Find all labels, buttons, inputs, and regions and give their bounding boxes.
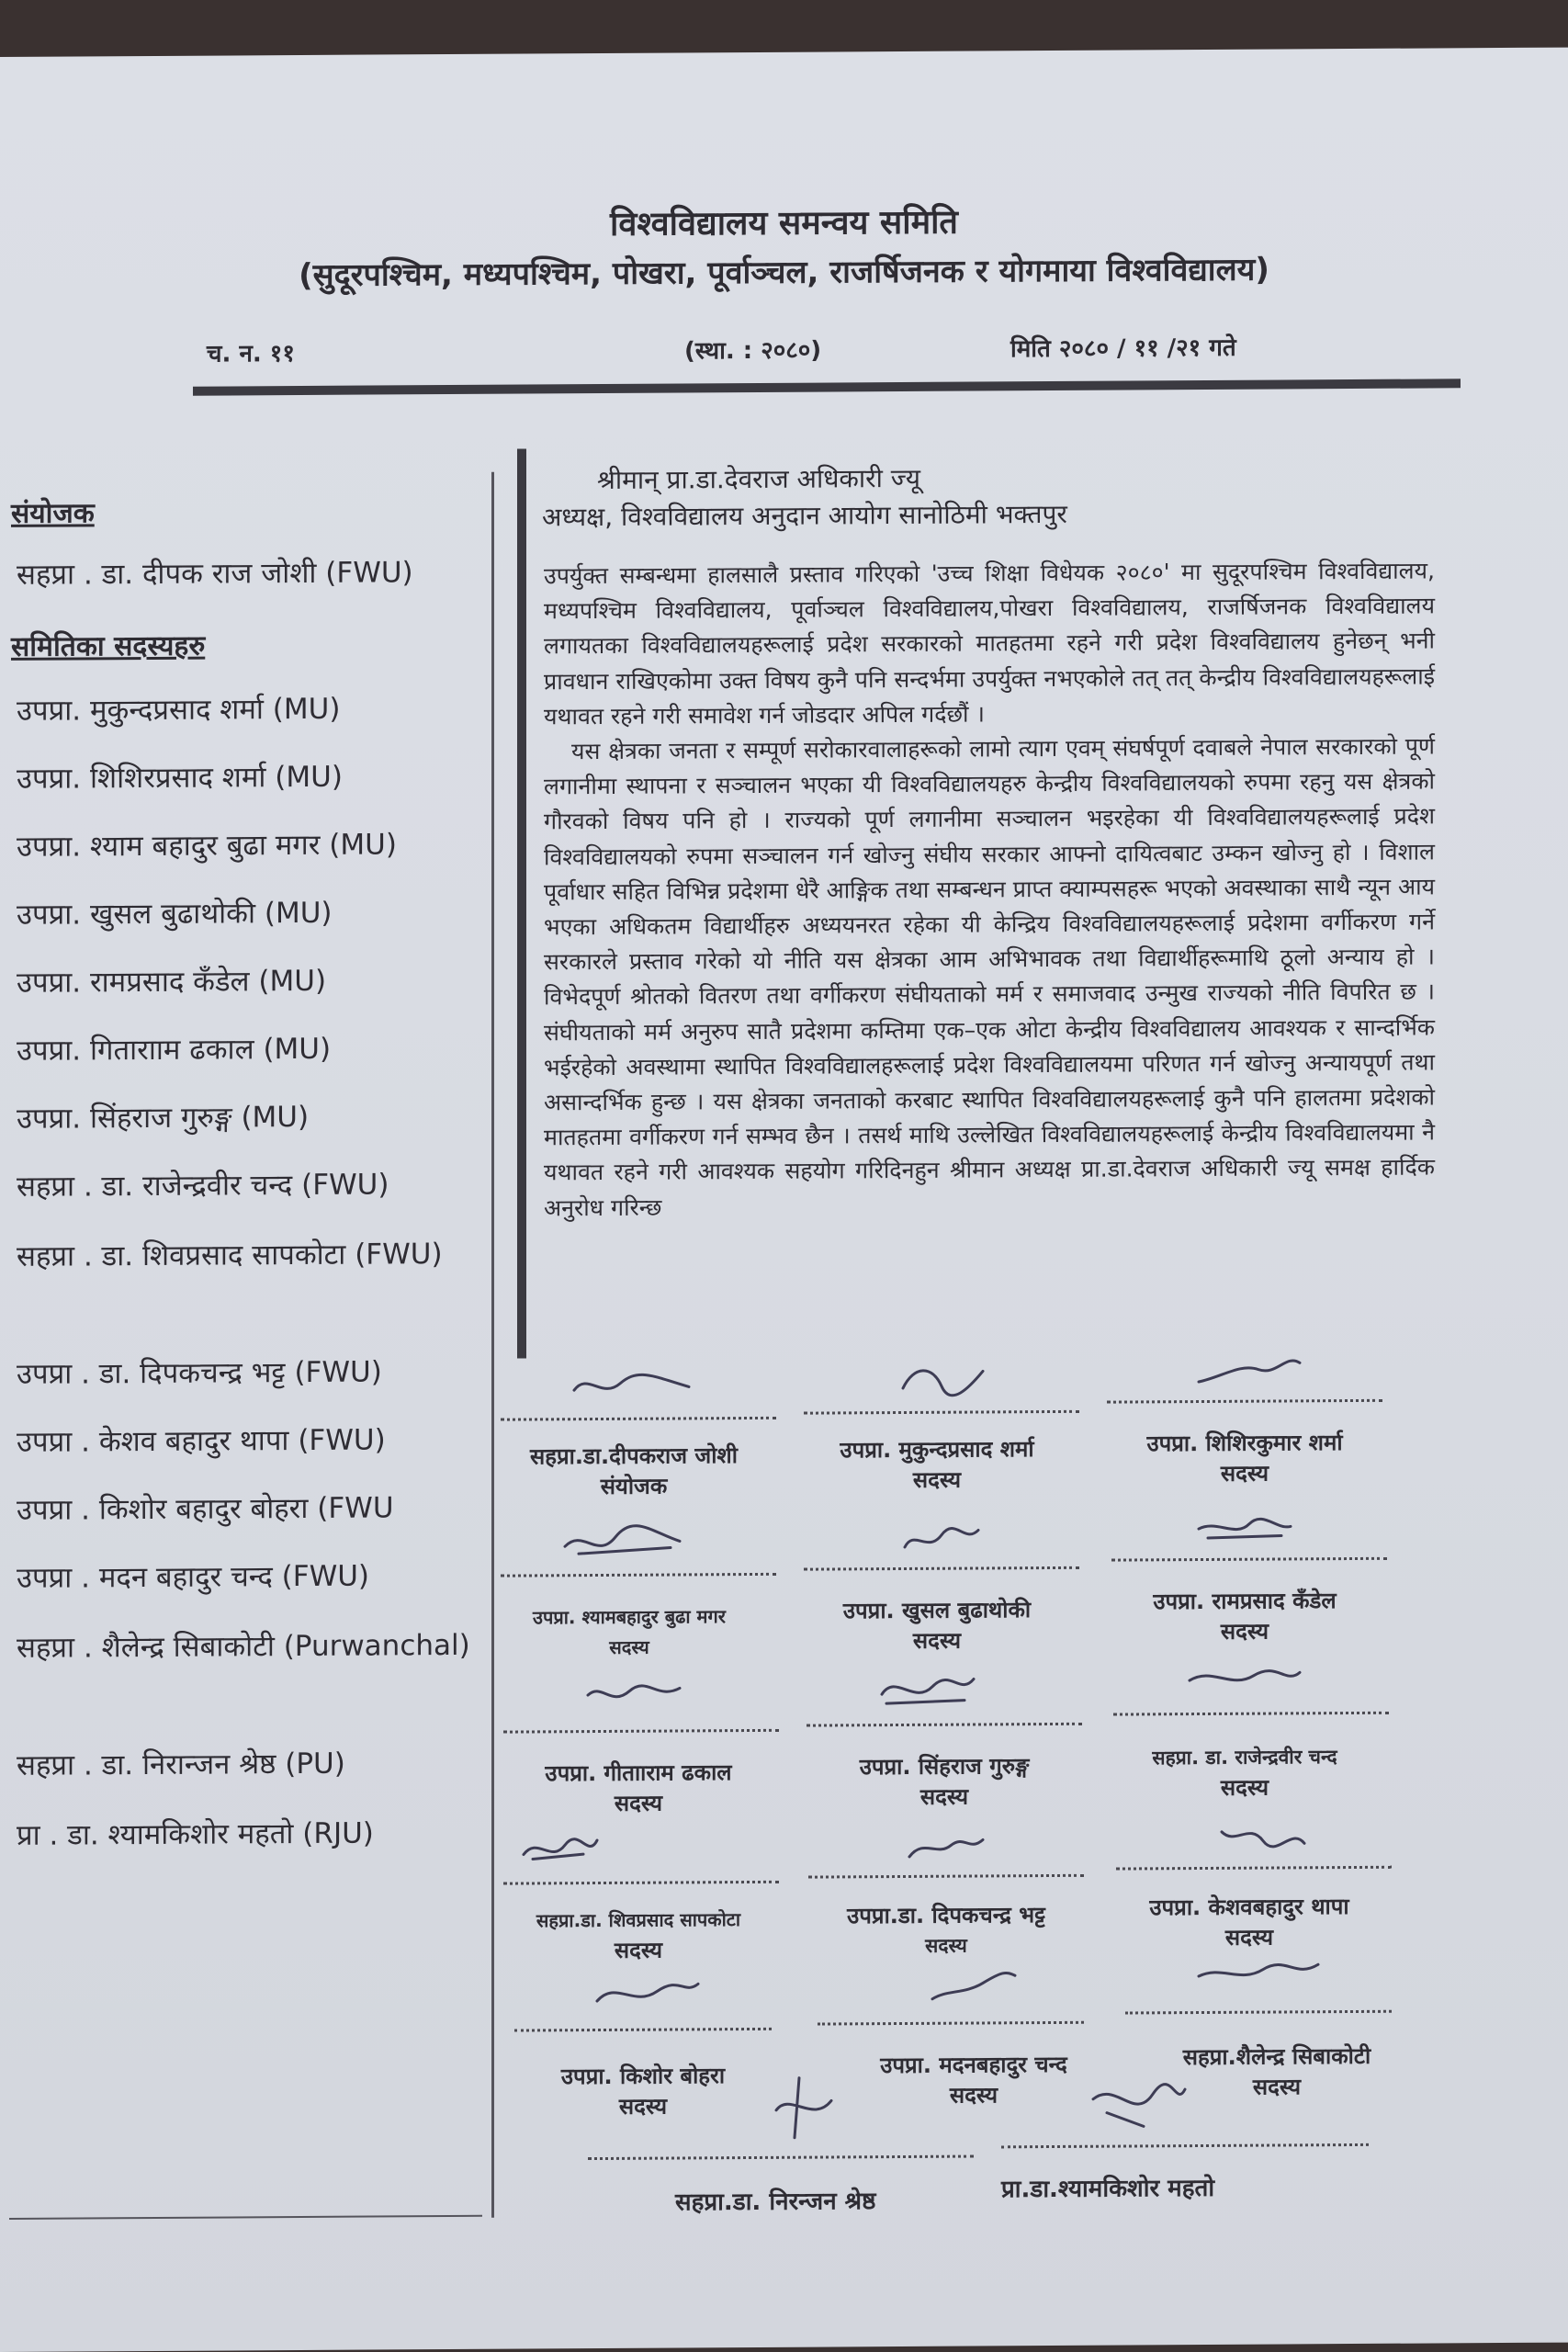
committee-title: विश्वविद्यालय समन्वय समिति bbox=[610, 203, 958, 243]
reference-number: च. न. ११ bbox=[207, 340, 295, 368]
signatory-role: सदस्य bbox=[1252, 2074, 1302, 2100]
signatory-name: सहप्रा.डा. शिवप्रसाद सापकोटा bbox=[536, 1908, 741, 1932]
signature-line bbox=[514, 2028, 772, 2032]
letter-vertical-divider bbox=[517, 448, 526, 1358]
signatory-role: सदस्य bbox=[614, 1790, 663, 1816]
signatory-role: सदस्य bbox=[912, 1627, 962, 1654]
signature-line bbox=[1107, 1399, 1382, 1404]
committee-sidebar bbox=[0, 472, 494, 2221]
signature-line bbox=[1001, 2143, 1369, 2148]
signature-block bbox=[487, 1440, 781, 1502]
signatory-name: उपप्रा.डा. दिपकचन्द्र भट्ट bbox=[847, 1902, 1045, 1929]
signature-line bbox=[1111, 1557, 1387, 1562]
signatory-name: उपप्रा. श्यामबहादुर बुढा मगर bbox=[533, 1605, 726, 1629]
signature-scribble bbox=[772, 2073, 836, 2142]
signatory-name: उपप्रा. केशवबहादुर थापा bbox=[1149, 1894, 1349, 1921]
member-item: उपप्रा. खुसल बुढाथोकी (MU) bbox=[17, 896, 333, 932]
member-item: प्रा . डा. श्यामकिशोर महतो (RJU) bbox=[17, 1816, 374, 1852]
universities-subtitle: (सुदूरपश्चिम, मध्यपश्चिम, पोखरा, पूर्वाञ्चल, राजर्षिजनक र योगमाया विश्वविद्यालय) bbox=[299, 251, 1269, 295]
signature-block bbox=[491, 1904, 785, 1966]
member-item: उपप्रा. गितारााम ढकाल (MU) bbox=[17, 1032, 332, 1068]
signatory-role: सदस्य bbox=[609, 1635, 649, 1658]
signature-block bbox=[799, 1899, 1093, 1962]
signature-scribble bbox=[877, 1668, 978, 1710]
member-item: सहप्रा . डा. निरान्जन श्रेष्ठ (PU) bbox=[17, 1747, 345, 1782]
member-item: उपप्रा. रामप्रसाद कँडेल (MU) bbox=[17, 964, 327, 1000]
established-year: (स्था. : २०८०) bbox=[684, 336, 822, 366]
signature-scribble bbox=[570, 1366, 698, 1404]
signature-scribble bbox=[1217, 1817, 1309, 1855]
signature-block bbox=[1098, 1741, 1392, 1804]
signature-scribble bbox=[1089, 2075, 1190, 2132]
signatory-name: सहप्रा. डा. राजेन्द्रवीर चन्द bbox=[1152, 1746, 1337, 1770]
signature-block bbox=[496, 2060, 790, 2122]
signature-scribble bbox=[900, 1521, 983, 1558]
members-heading: समितिका सदस्यहरु bbox=[11, 629, 206, 663]
signature-line bbox=[501, 1573, 776, 1577]
signature-block bbox=[491, 1757, 785, 1819]
member-item: उपप्रा . डा. दिपकचन्द्र भट्ट (FWU) bbox=[17, 1355, 382, 1391]
signatory-role: सदस्य bbox=[1220, 1774, 1269, 1801]
signature-scribble bbox=[1194, 1955, 1323, 1988]
letter-date: मिति २०८० / ११ /२१ गते bbox=[1010, 334, 1236, 364]
signatory-role: सदस्य bbox=[1220, 1460, 1269, 1487]
signature-line bbox=[588, 2155, 974, 2161]
signature-line bbox=[503, 1881, 779, 1885]
signature-line bbox=[501, 1417, 776, 1421]
member-item: उपप्रा . केशव बहादुर थापा (FWU) bbox=[17, 1423, 386, 1459]
signatory-name: उपप्रा. किशोर बोहरा bbox=[560, 2063, 726, 2090]
signature-scribble bbox=[1185, 1661, 1304, 1694]
signatory-role: सदस्य bbox=[1224, 1924, 1274, 1951]
signature-block bbox=[797, 1750, 1091, 1813]
recipient-address: अध्यक्ष, विश्वविद्यालय अनुदान आयोग सानोठिमी भक्तपुर bbox=[542, 498, 1067, 533]
letter-paragraph: यस क्षेत्रका जनता र सम्पूर्ण सरोकारवालाहरूको लामो त्याग एवम् संघर्षपूर्ण दवाबले नेपाल सरकारको पूर्ण लगानीमा स्थापना र सञ्चालन भएका यी विश्वविद्यालयहरु केन्द्रीय विश्वविद्यालयको रुपमा रहनु यस क्षेत्रको गौरवको विषय पनि हो । राज्यको पूर्ण लगानीमा सञ्चालन भइरहेका यी विश्वविद्यालयहरूलाई प्रदेश विश्वविद्यालयको रुपमा सञ्चालन गर्न खोज्नु संघीय सरकार आफ्नो दायित्वबाट उम्कन खोज्नु हो । विशाल पूर्वाधार सहित विभिन्न प्रदेशमा धेरै आङ्गिक तथा सम्बन्धन प्राप्त क्याम्पसहरू भएको अवस्थाका साथै न्यून आय भएका अधिकतम विद्यार्थीहरु अध्ययनरत रहेका यी केन्द्रिय विश्वविद्यालयहरूलाई प्रदेशमा वर्गीकरण गर्ने सरकारले प्रस्ताव गरेको यो नीति यस क्षेत्रका आम अभिभावक तथा विद्यार्थीहरूमाथि ठूलो अन्याय हो । विभेदपूर्ण श्रोतको वितरण तथा वर्गीकरण संघीयताको मर्म र समाजवाद उन्मुख राज्यको नीति विपरित छ । संघीयताको मर्म अनुरुप सातै प्रदेशमा कम्तिमा एक–एक ओटा केन्द्रीय विश्वविद्यालय आवश्यक र सान्दर्भिक भईरहेको अवस्थामा स्थापित विश्वविद्यालहरूलाई प्रदेश विश्वविद्यालयमा परिणत गर्न खोज्नु अन्यायपूर्ण तथा असान्दर्भिक हुन्छ । यस क्षेत्रका जनताको करबाट स्थापित विश्वविद्यालयहरूलाई कुनै पनि हालतमा प्रदेशको मातहतमा वर्गीकरण गर्न सम्भव छैन । तसर्थ माथि उल्लेखित विश्वविद्यालयहरूलाई केन्द्रीय विश्वविद्यालयमा नै यथावत रहने गरी आवश्यक सहयोग गरिदिनहुन श्रीमान अध्यक्ष प्रा.डा.देवराज अधिकारी ज्यू समक्ष हार्दिक अनुरोध गरिन्छ bbox=[544, 732, 1435, 1222]
signatory-name: उपप्रा. खुसल बुढाथोकी bbox=[842, 1597, 1032, 1624]
signature-block bbox=[790, 1594, 1084, 1657]
signatory-name: सहप्रा.शैलेन्द्र सिबाकोटी bbox=[1182, 2042, 1371, 2071]
member-item: उपप्रा . किशोर बहादुर बोहरा (FWU bbox=[17, 1491, 394, 1527]
signature-scribble bbox=[583, 1674, 684, 1712]
signature-scribble bbox=[928, 1966, 1020, 2008]
signature-line bbox=[1116, 1866, 1392, 1871]
member-item: उपप्रा. सिंहराज गुरुङ्ग (MU) bbox=[17, 1100, 310, 1136]
signature-scribble bbox=[519, 1831, 602, 1869]
member-item: उपप्रा . मदन बहादुर चन्द (FWU) bbox=[17, 1559, 370, 1595]
signature-line bbox=[808, 1874, 1084, 1879]
signature-scribble bbox=[905, 1828, 987, 1866]
final-signatory-name: सहप्रा.डा. निरन्जन श्रेष्ठ bbox=[675, 2188, 876, 2217]
signatory-role: सदस्य bbox=[949, 2082, 998, 2109]
signature-block bbox=[1098, 1585, 1392, 1647]
signatory-name: उपप्रा. रामप्रसाद कँडेल bbox=[1153, 1588, 1337, 1615]
signature-scribble bbox=[1194, 1349, 1304, 1391]
letter-page bbox=[0, 48, 1568, 2352]
signature-scribble bbox=[1194, 1510, 1295, 1547]
signatory-role: सदस्य bbox=[925, 1934, 967, 1957]
coordinator-name: सहप्रा . डा. दीपक राज जोशी (FWU) bbox=[17, 556, 413, 592]
signature-block bbox=[1102, 1891, 1396, 1953]
member-item: सहप्रा . डा. शिवप्रसाद सापकोटा (FWU) bbox=[17, 1238, 443, 1273]
signature-block bbox=[790, 1433, 1084, 1496]
signatory-role: संयोजक bbox=[600, 1473, 668, 1500]
signature-scribble bbox=[560, 1518, 689, 1565]
member-item: उपप्रा. श्याम बहादुर बुढा मगर (MU) bbox=[17, 828, 397, 864]
signature-line bbox=[503, 1729, 779, 1734]
signatory-role: सदस्य bbox=[912, 1466, 962, 1493]
member-item: सहप्रा . डा. राजेन्द्रवीर चन्द (FWU) bbox=[17, 1168, 389, 1204]
signatory-name: उपप्रा. सिंहराज गुरुङ्ग bbox=[859, 1753, 1030, 1781]
signature-line bbox=[804, 1566, 1079, 1571]
signature-scribble bbox=[896, 1360, 987, 1402]
signatory-name: उपप्रा. मुकुन्दप्रसाद शर्मा bbox=[840, 1436, 1034, 1464]
recipient-salutation: श्रीमान् प्रा.डा.देवराज अधिकारी ज्यू bbox=[597, 462, 921, 496]
signature-line bbox=[1125, 2010, 1392, 2015]
signatory-name: उपप्रा. गीतााराम ढकाल bbox=[545, 1759, 732, 1787]
member-item: सहप्रा . शैलेन्द्र सिबाकोटी (Purwanchal) bbox=[17, 1628, 470, 1665]
signature-line bbox=[818, 2021, 1084, 2026]
signatory-role: सदस्य bbox=[618, 2093, 668, 2120]
header-divider bbox=[193, 379, 1461, 395]
signatory-name: उपप्रा. मदनबहादुर चन्द bbox=[880, 2051, 1067, 2079]
member-item: उपप्रा. मुकुन्दप्रसाद शर्मा (MU) bbox=[17, 692, 341, 728]
signature-line bbox=[807, 1723, 1082, 1727]
member-item: उपप्रा. शिशिरप्रसाद शर्मा (MU) bbox=[17, 760, 343, 796]
signatory-role: सदस्य bbox=[1220, 1618, 1269, 1645]
signatory-role: सदस्य bbox=[919, 1783, 969, 1810]
final-signatory-name: प्रा.डा.श्यामकिशोर महतो bbox=[1001, 2174, 1215, 2204]
signature-block bbox=[827, 2049, 1121, 2111]
letter-paragraph: उपर्युक्त सम्बन्धमा हालसालै प्रस्ताव गरिएको 'उच्च शिक्षा विधेयक २०८०' मा सुदूरपश्चिम विश्वविद्यालय, मध्यपश्चिम विश्वविद्यालय, पूर्वाञ्चल विश्वविद्यालय,पोखरा विश्वविद्यालय, राजर्षिजनक विश्वविद्यालय लगायतका विश्वविद्यालयहरूलाई प्रदेश सरकारको मातहतमा रहने गरी प्रदेश विश्वविद्यालय हुनेछन् भनी प्रावधान राखिएकोमा उक्त विषय कुनै पनि सन्दर्भमा उपर्युक्त नभएकोले तत् तत् केन्द्रीय विश्वविद्यालयहरूलाई यथावत रहने गरी समावेश गर्न जोडदार अपिल गर्दछौं । bbox=[544, 557, 1435, 730]
signature-line bbox=[804, 1410, 1079, 1415]
coordinator-heading: संयोजक bbox=[11, 497, 95, 530]
signatory-name: उपप्रा. शिशिरकुमार शर्मा bbox=[1146, 1430, 1343, 1457]
letter-body bbox=[544, 553, 1435, 1226]
signatory-role: सदस्य bbox=[614, 1937, 663, 1963]
signature-block bbox=[1098, 1427, 1392, 1489]
signature-scribble bbox=[592, 1974, 703, 2012]
signature-block bbox=[482, 1600, 776, 1663]
signature-line bbox=[1113, 1712, 1389, 1716]
signatory-name: सहप्रा.डा.दीपकराज जोशी bbox=[530, 1442, 738, 1470]
